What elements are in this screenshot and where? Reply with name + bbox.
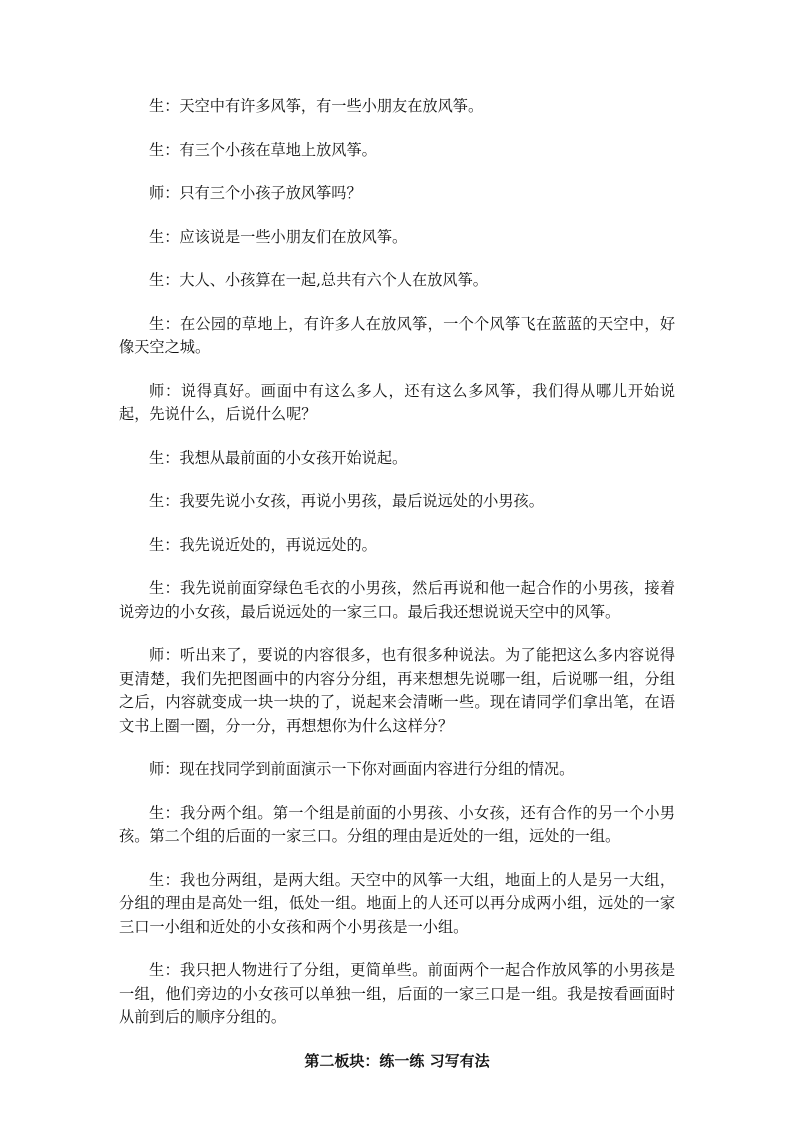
paragraph: 生：有三个小孩在草地上放风筝。 (149, 140, 377, 159)
paragraph: 生：我也分两组，是两大组。天空中的风筝一大组，地面上的人是另一大组，分组的理由是高处一组，低处一组。地面上的人还可以再分成两小组，远处的一家三口一小组和近处的小女孩和两个小男孩是一小组。 (119, 870, 675, 936)
paragraph: 生：我分两个组。第一个组是前面的小男孩、小女孩，还有合作的另一个小男孩。第二个组的后面的一家三口。分组的理由是近处的一组，远处的一组。 (119, 803, 675, 845)
paragraph: 生：天空中有许多风筝，有一些小朋友在放风筝。 (149, 97, 484, 115)
paragraph: 生：我只把人物进行了分组，更简单些。前面两个一起合作放风筝的小男孩是一组，他们旁边的小女孩可以单独一组，后面的一家三口是一组。我是按看画面时从前到后的顺序分组的。 (119, 961, 675, 1026)
paragraph: 生：应该说是一些小朋友们在放风筝。 (149, 227, 408, 246)
paragraph: 生：我要先说小女孩，再说小男孩，最后说远处的小男孩。 (149, 492, 544, 510)
paragraph: 生：我先说近处的，再说远处的。 (149, 535, 377, 554)
paragraph: 生：我想从最前面的小女孩开始说起。 (149, 448, 408, 467)
paragraph: 生：我先说前面穿绿色毛衣的小男孩，然后再说和他一起合作的小男孩，接着说旁边的小女孩，最后说远处的一家三口。最后我还想说说天空中的风筝。 (119, 579, 675, 621)
paragraph: 师：现在找同学到前面演示一下你对画面内容进行分组的情况。 (149, 760, 575, 778)
paragraph: 生：在公园的草地上，有许多人在放风筝，一个个风筝飞在蓝蓝的天空中，好像天空之城。 (119, 314, 675, 356)
section-title: 第二板块：练一练 习写有法 (304, 1051, 490, 1070)
paragraph: 生：大人、小孩算在一起,总共有六个人在放风筝。 (149, 271, 488, 289)
document-page (119, 95, 675, 1073)
paragraph: 师：说得真好。画面中有这么多人，还有这么多风筝，我们得从哪儿开始说起，先说什么，后说什么呢？ (119, 381, 675, 423)
paragraph: 师：只有三个小孩子放风筝吗？ (149, 184, 362, 202)
paragraph: 师：听出来了，要说的内容很多，也有很多种说法。为了能把这么多内容说得更清楚，我们先把图画中的内容分分组，再来想想先说哪一组，后说哪一组，分组之后，内容就变成一块一块的了，说起来会清晰一些。现在请同学们拿出笔，在语文书上圈一圈，分一分，再想想你为什么这样分？ (119, 646, 675, 735)
